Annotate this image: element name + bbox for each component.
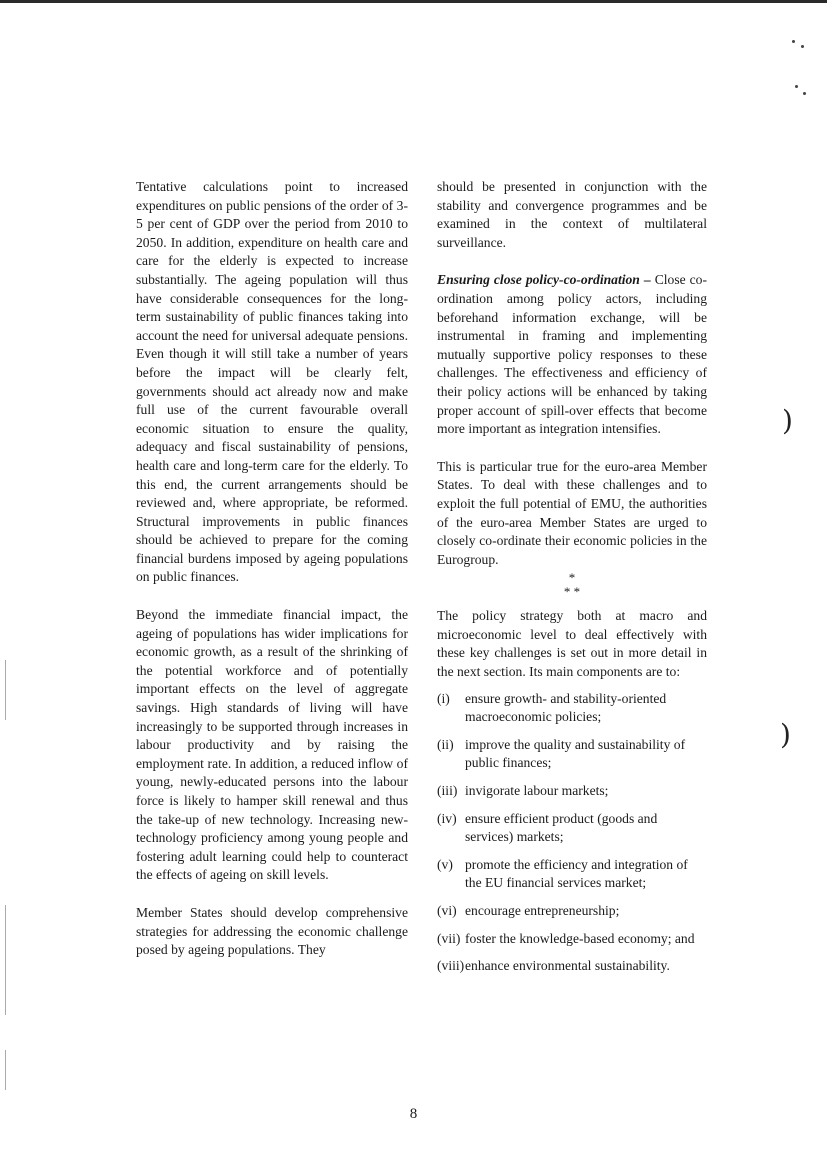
binding-hole-mark: ) (780, 718, 791, 751)
scan-speck (803, 92, 806, 95)
list-item: (ii) improve the quality and sustainability of public finances; (437, 736, 686, 771)
separator-star-top: * (568, 570, 576, 586)
list-item: (i) ensure growth- and stability-oriented macroeconomic policies; (437, 690, 667, 725)
section-heading: Ensuring close policy-co-ordination (437, 272, 640, 288)
separator-stars-bottom: * * (563, 584, 581, 600)
list-item: (v) promote the efficiency and integration of the EU financial services market; (437, 856, 688, 891)
scan-speck (801, 45, 804, 48)
paragraph-euro-area: This is particular true for the euro-area Member States. To deal with these challenges and to exploit the full potential of EMU, the authorities of the euro-area Member States are urged to closely co-ordinate their economic policies in the Eurogroup. (437, 458, 707, 567)
page-number: 8 (409, 1106, 418, 1122)
list-item: (vi) encourage entrepreneurship; (437, 903, 620, 918)
scan-margin-line (5, 1050, 6, 1090)
list-item: (viii) enhance environmental sustainability. (437, 958, 670, 974)
section-separator (437, 571, 707, 599)
paragraph-growth-implications: Beyond the immediate financial impact, the ageing of populations has wider implications for economic growth, as a result of the shrinking of the potential workforce and of potentially important effects on the level of aggregate savings. High standards of living will have increasingly to be supported through increases in labour productivity and by raising the employment rate. In addition, a reduced inflow of young, newly-educated persons into the labour force is likely to hamper skill renewal and thus the take-up of new technology. Increasing new-technology proficiency among young people and fostering adult learning could help to counteract the effects of ageing on skill levels. (136, 607, 408, 883)
scan-speck (792, 40, 795, 43)
scan-speck (795, 85, 798, 88)
top-border-rule (0, 0, 827, 3)
scan-margin-line (5, 660, 6, 720)
paragraph-coordination (437, 271, 707, 438)
list-item: (iii) invigorate labour markets; (437, 783, 609, 799)
list-item: (vii) foster the knowledge-based economy; and (437, 930, 695, 946)
paragraph-policy-strategy: The policy strategy both at macro and microeconomic level to deal effectively with these key challenges is set out in more detail in the next section. Its main components are to: (437, 608, 707, 680)
scan-margin-line (5, 905, 6, 1015)
left-column (136, 178, 408, 960)
paragraph-member-strategies: Member States should develop comprehensive strategies for addressing the economic challenge posed by ageing populations. They (136, 904, 408, 958)
paragraph-stability-programmes: should be presented in conjunction with the stability and convergence programmes and be examined in the context of multilateral surveillance. (437, 179, 707, 250)
list-item: (iv) ensure efficient product (goods and services) markets; (437, 810, 658, 845)
components-list (437, 690, 707, 976)
binding-hole-mark: ) (782, 404, 793, 437)
paragraph-coordination-text: Close co-ordination among policy actors, including beforehand information exchange, will be instrumental in framing and implementing mutually supportive policy responses to these challenges. The effectiveness and efficiency of their policy actions will be enhanced by taking proper account of spill-over effects that become more important as integration intensifies. (437, 272, 708, 437)
paragraph-pension-expenditures: Tentative calculations point to increased expenditures on public pensions of the order of 3-5 per cent of GDP over the period from 2010 to 2050. In addition, expenditure on health care and care for the elderly is expected to increase substantially. The ageing population will thus have considerable consequences for the long-term sustainability of public finances taking into account the need for universal adequate pensions. Even though it will still take a number of years before the impact will be clearly felt, governments should act already now and make full use of the current favourable overall economic situation to ensure the quality, adequacy and fiscal sustainability of pensions, health care and long-term care for the elderly. To this end, the current arrangements should be reviewed and, where appropriate, be reformed. Structural improvements in public finances should be achieved to prepare for the coming financial burdens imposed by ageing populations on public finances. (136, 179, 408, 585)
right-column (437, 178, 707, 985)
heading-dash: – (639, 272, 655, 288)
